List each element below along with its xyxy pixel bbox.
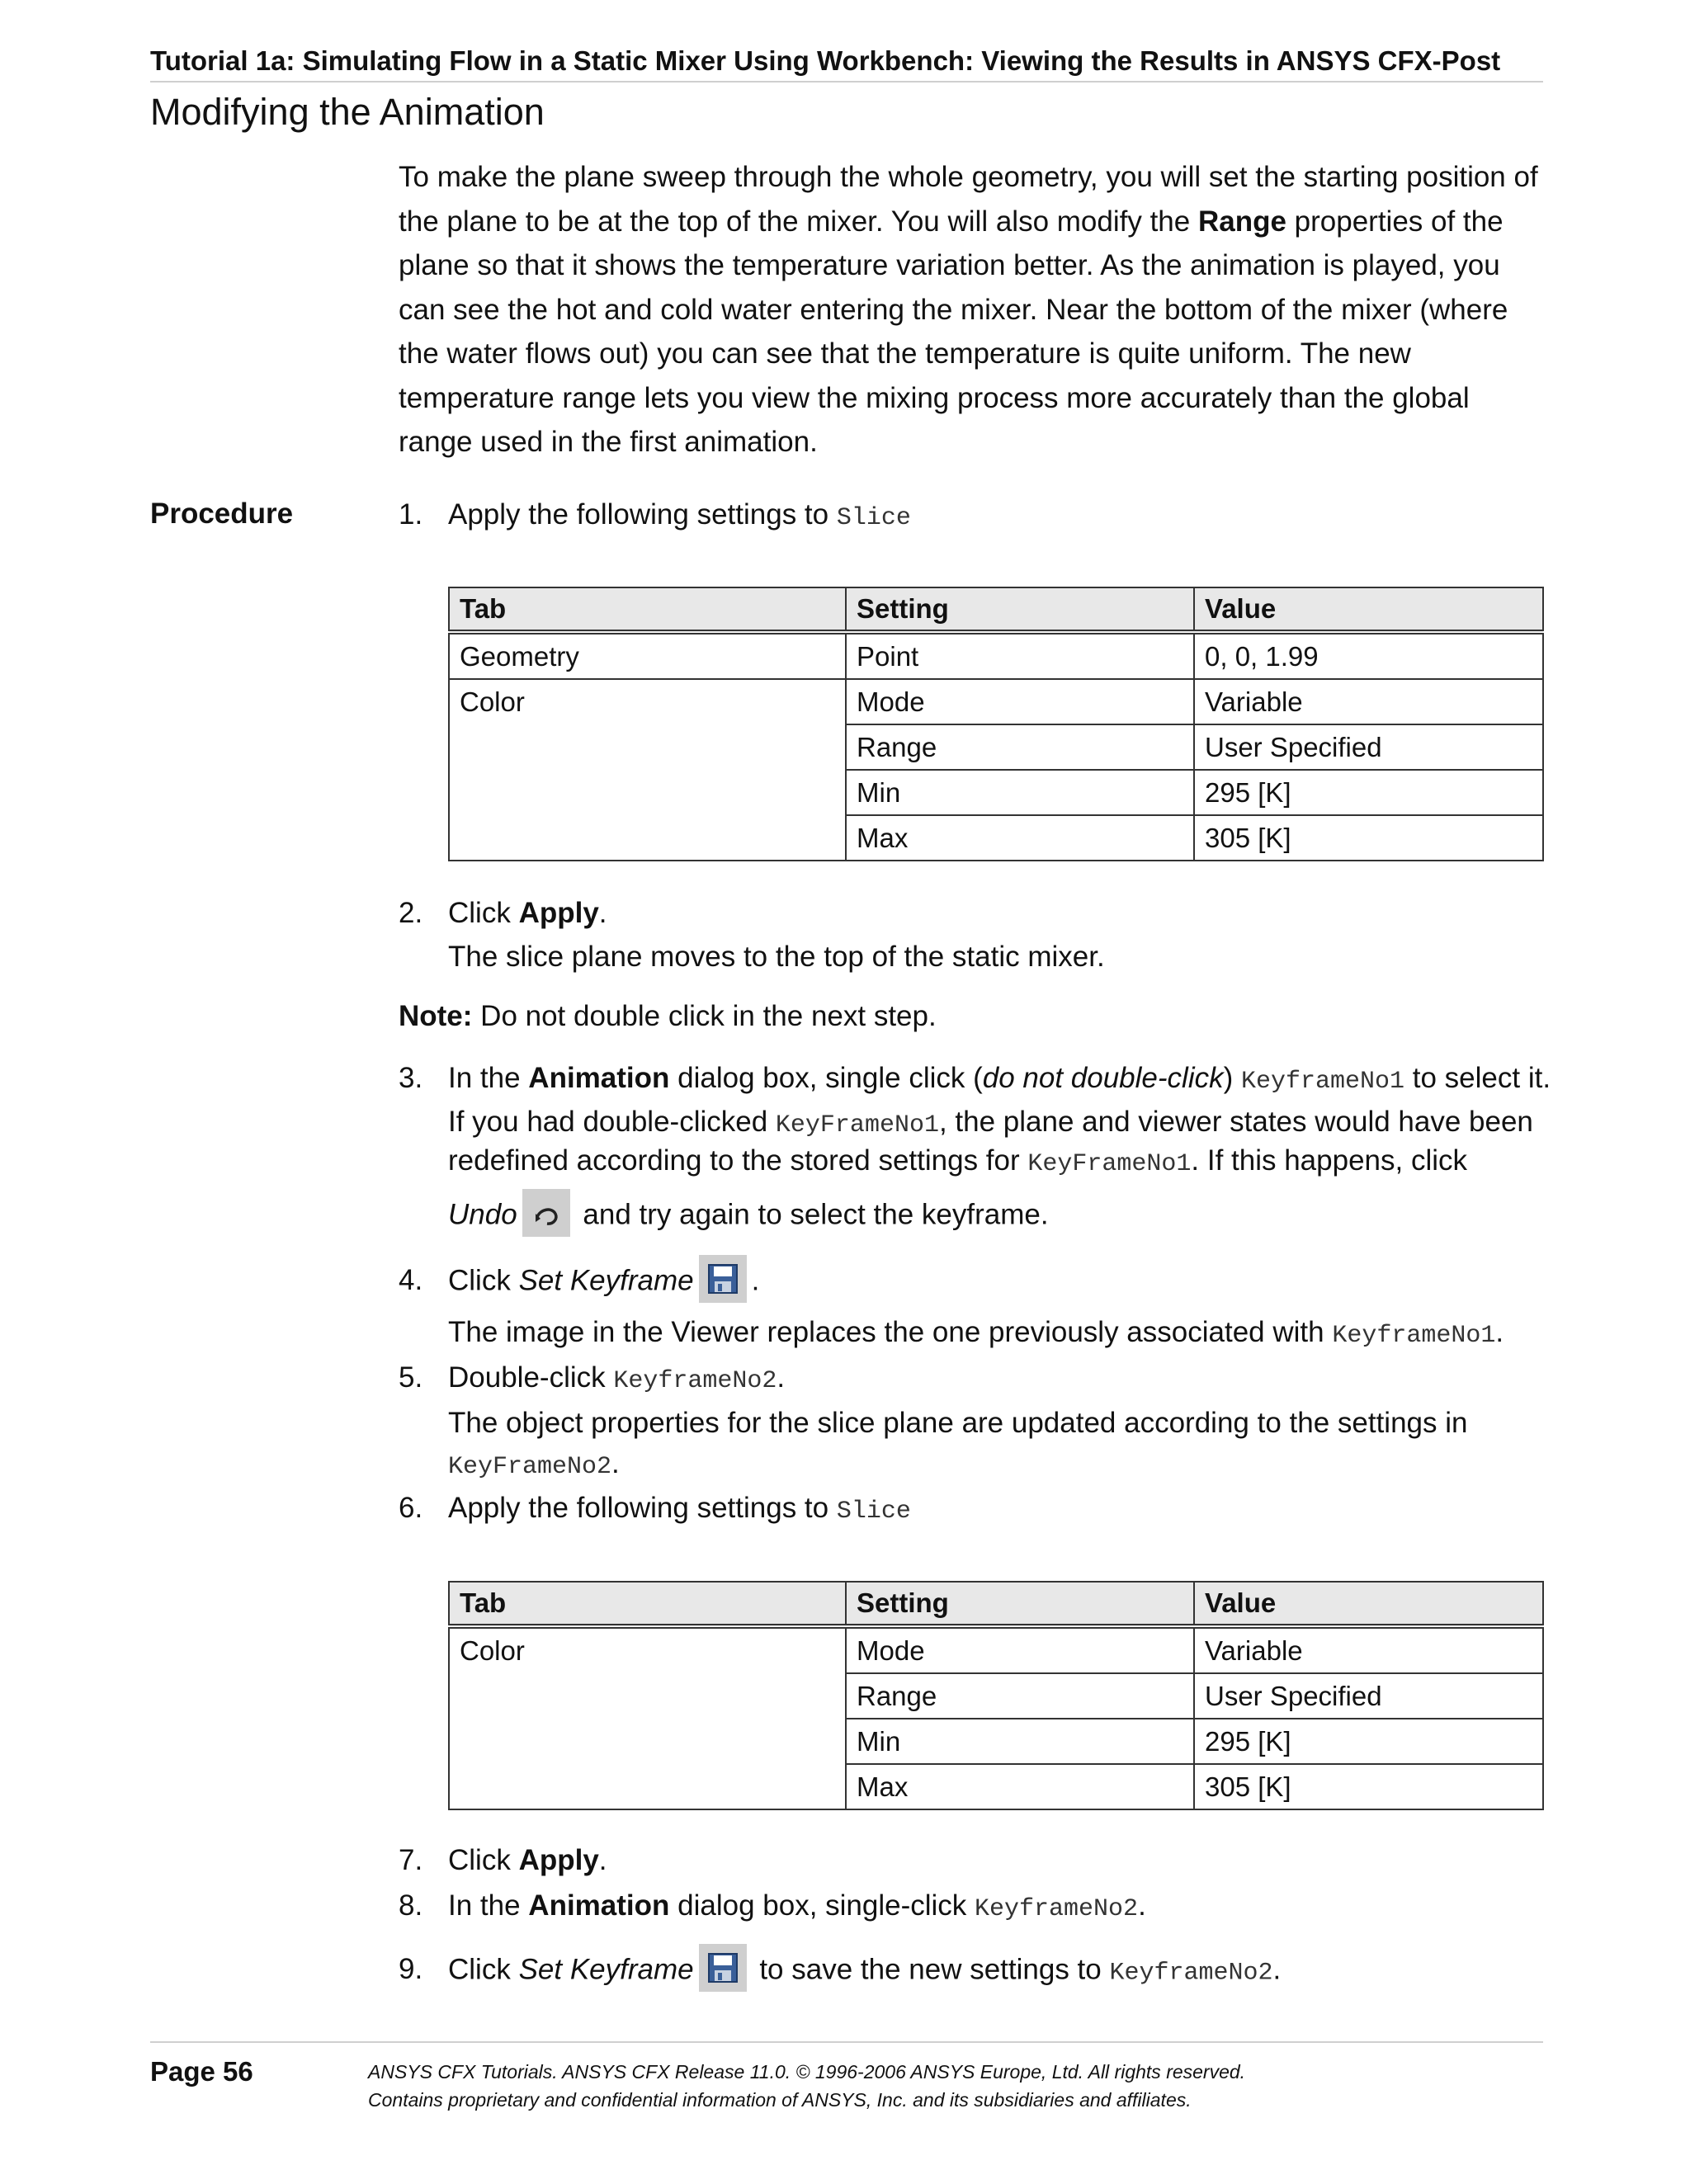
code-keyframe: KeyFrameNo2 <box>448 1453 612 1481</box>
code-keyframe: KeyframeNo2 <box>613 1367 777 1395</box>
header-setting: Setting <box>846 587 1194 632</box>
table-header-row <box>449 1582 1543 1626</box>
t: . <box>751 1264 760 1297</box>
header-tab: Tab <box>449 1582 846 1626</box>
step-number: 9. <box>399 1953 423 1985</box>
step-text <box>448 1947 1281 1995</box>
step-number: 7. <box>399 1844 423 1876</box>
cell-setting: Max <box>846 815 1194 861</box>
cell-setting: Min <box>846 1719 1194 1764</box>
header-value: Value <box>1194 1582 1543 1626</box>
t: In the <box>448 1889 529 1922</box>
t: dialog box, single click ( <box>669 1062 983 1094</box>
running-header: Tutorial 1a: Simulating Flow in a Static Mixer Using Workbench: Viewing the Results in ANSYS CFX-Post <box>150 43 1543 83</box>
t: Click <box>448 1953 519 1986</box>
cell-value: 305 [K] <box>1194 1764 1543 1809</box>
t: , the plane and viewer states would have been <box>938 1106 1533 1138</box>
step-number: 4. <box>399 1264 423 1296</box>
code-slice: Slice <box>836 504 911 532</box>
intro-text-2: properties of the plane so that it shows the temperature variation better. As the animation is played, you can see the hot and cold water entering the mixer. Near the bottom of the mixer (where the water flows out) you can see that the temperature is quite uniform. The new temperature range lets you view the mixing process more accurately than the global range used in the first animation. <box>399 205 1508 458</box>
step-text <box>448 493 911 540</box>
code-keyframe: KeyFrameNo1 <box>775 1111 939 1139</box>
set-keyframe-label: Set Keyframe <box>518 1953 694 1986</box>
footer-line-1: ANSYS CFX Tutorials. ANSYS CFX Release 11.0. © 1996-2006 ANSYS Europe, Ltd. All rights reserved. <box>368 2061 1246 2083</box>
intro-paragraph <box>399 155 1550 465</box>
step-3-line-3 <box>448 1139 1467 1186</box>
set-keyframe-label: Set Keyframe <box>518 1264 694 1297</box>
t: Double-click <box>448 1361 614 1394</box>
table-row <box>449 679 1543 724</box>
cell-value: 0, 0, 1.99 <box>1194 632 1543 679</box>
intro-text-1: To make the plane sweep through the whole geometry, you will set the starting position of the plane to be at the top of the mixer. You will also modify the <box>399 161 1538 238</box>
footer-copyright <box>368 2058 1245 2114</box>
header-value: Value <box>1194 587 1543 632</box>
code-keyframe: KeyFrameNo1 <box>1027 1150 1192 1178</box>
cell-tab: Color <box>449 1626 846 1809</box>
save-disk-icon[interactable] <box>699 1944 747 1992</box>
table-row <box>449 632 1543 679</box>
note-label: Note: <box>399 1000 473 1032</box>
t: ) <box>1223 1062 1241 1094</box>
code-keyframe: KeyframeNo2 <box>975 1895 1139 1923</box>
step-number: 8. <box>399 1889 423 1922</box>
table-row <box>449 1626 1543 1673</box>
step-number: 5. <box>399 1361 423 1394</box>
procedure-label: Procedure <box>150 498 294 530</box>
cell-tab: Color <box>449 679 846 861</box>
cell-setting: Mode <box>846 679 1194 724</box>
cell-setting: Range <box>846 724 1194 770</box>
apply-label: Apply <box>518 1844 599 1876</box>
cell-setting: Max <box>846 1764 1194 1809</box>
table-header-row <box>449 587 1543 632</box>
step-text <box>448 1056 1551 1104</box>
intro-bold-range: Range <box>1197 205 1286 238</box>
t: . <box>611 1447 620 1479</box>
cell-value: 295 [K] <box>1194 770 1543 815</box>
t: . <box>1272 1953 1282 1986</box>
step-number: 3. <box>399 1062 423 1094</box>
step-2-post: . <box>598 897 607 929</box>
step-5-result: The object properties for the slice plane are updated according to the settings in <box>448 1407 1468 1439</box>
t: Click <box>448 1844 519 1876</box>
save-disk-icon[interactable] <box>699 1255 747 1303</box>
cell-setting: Point <box>846 632 1194 679</box>
step-5-result-code <box>448 1441 620 1489</box>
cell-setting: Min <box>846 770 1194 815</box>
step-2-result: The slice plane moves to the top of the static mixer. <box>448 941 1105 973</box>
step-text <box>448 1486 911 1534</box>
note <box>399 994 937 1038</box>
step-6-text: Apply the following settings to <box>448 1492 837 1524</box>
step-2-pre: Click <box>448 897 519 929</box>
emphasis: do not double-click <box>982 1062 1224 1094</box>
t: In the <box>448 1062 529 1094</box>
undo-label: Undo <box>448 1198 517 1231</box>
step-3-line-4 <box>448 1192 1049 1240</box>
step-text <box>448 1356 785 1403</box>
t: . <box>598 1844 607 1876</box>
settings-table-2 <box>448 1581 1544 1810</box>
apply-label: Apply <box>518 897 599 929</box>
step-4-result <box>448 1310 1504 1358</box>
cell-tab: Geometry <box>449 632 846 679</box>
t: Click <box>448 1264 519 1297</box>
t: redefined according to the stored settings for <box>448 1144 1028 1177</box>
step-1-text: Apply the following settings to <box>448 498 837 531</box>
header-setting: Setting <box>846 1582 1194 1626</box>
cell-value: 305 [K] <box>1194 815 1543 861</box>
step-number: 1. <box>399 498 423 531</box>
animation-label: Animation <box>528 1062 670 1094</box>
t: . <box>1138 1889 1146 1922</box>
code-slice: Slice <box>836 1498 911 1526</box>
step-text <box>448 1838 607 1882</box>
step-text <box>448 1258 759 1306</box>
cell-value: User Specified <box>1194 724 1543 770</box>
code-keyframe: KeyframeNo2 <box>1109 1959 1273 1988</box>
animation-label: Animation <box>528 1889 670 1922</box>
cell-value: 295 [K] <box>1194 1719 1543 1764</box>
t: to save the new settings to <box>751 1953 1110 1986</box>
cell-setting: Range <box>846 1673 1194 1719</box>
t: The image in the Viewer replaces the one previously associated with <box>448 1316 1333 1348</box>
step-text <box>448 1884 1146 1932</box>
t: . <box>1495 1316 1504 1348</box>
t: . If this happens, click <box>1191 1144 1468 1177</box>
t: . <box>777 1361 786 1394</box>
cell-value: Variable <box>1194 679 1543 724</box>
footer-divider <box>150 2041 1543 2043</box>
cell-value: Variable <box>1194 1626 1543 1673</box>
cell-setting: Mode <box>846 1626 1194 1673</box>
undo-icon[interactable] <box>522 1189 570 1237</box>
t: and try again to select the keyframe. <box>574 1198 1049 1231</box>
footer-line-2: Contains proprietary and confidential information of ANSYS, Inc. and its subsidiaries and affiliates. <box>368 2089 1192 2111</box>
note-text: Do not double click in the next step. <box>472 1000 937 1032</box>
step-text <box>448 891 607 935</box>
code-keyframe: KeyframeNo1 <box>1240 1068 1405 1096</box>
code-keyframe: KeyframeNo1 <box>1332 1322 1496 1350</box>
t: dialog box, single-click <box>669 1889 975 1922</box>
cell-value: User Specified <box>1194 1673 1543 1719</box>
t: If you had double-clicked <box>448 1106 776 1138</box>
page-number: Page 56 <box>150 2056 253 2087</box>
step-number: 2. <box>399 897 423 929</box>
section-heading: Modifying the Animation <box>150 91 545 133</box>
t: to select it. <box>1404 1062 1551 1094</box>
settings-table-1 <box>448 587 1544 861</box>
header-tab: Tab <box>449 587 846 632</box>
step-number: 6. <box>399 1492 423 1524</box>
